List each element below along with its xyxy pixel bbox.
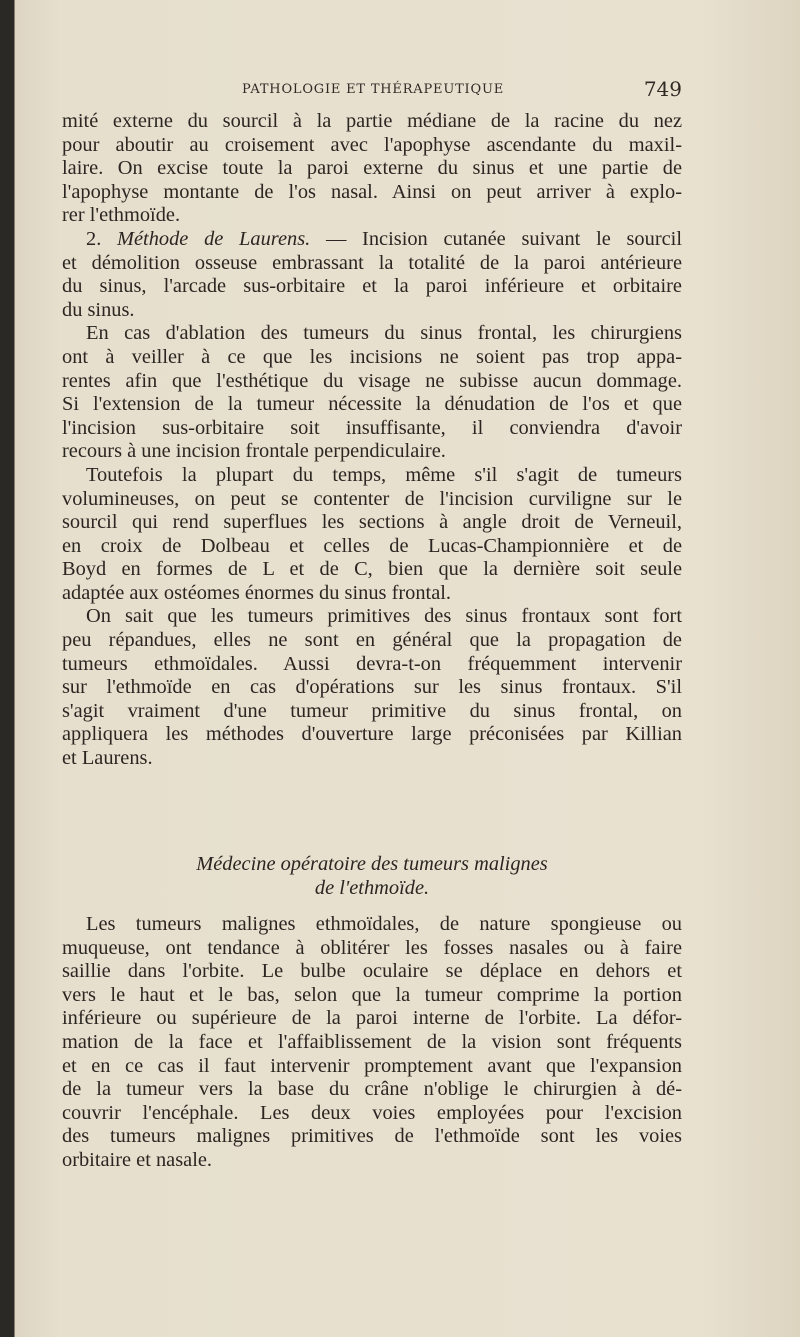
text-line: de la tumeur vers la base du crâne n'oblige le chirurgien à dé-: [62, 1078, 682, 1101]
running-head-title: PATHOLOGIE ET THÉRAPEUTIQUE: [242, 82, 504, 97]
paragraph-primitives: [62, 605, 682, 770]
text-line: du sinus.: [62, 298, 135, 321]
text-line: muqueuse, ont tendance à oblitérer les fosses nasales ou à faire: [62, 936, 682, 959]
text-line: recours à une incision frontale perpendiculaire.: [62, 440, 446, 463]
text-line: sur l'ethmoïde en cas d'opérations sur les sinus frontaux. S'il: [62, 676, 682, 699]
page-number: 749: [643, 77, 682, 101]
text-line: peu répandues, elles ne sont en général que la propagation de: [62, 629, 682, 652]
section-heading: [62, 853, 682, 900]
text-line: en croix de Dolbeau et celles de Lucas-Championnière et de: [62, 534, 682, 557]
text-line: l'apophyse montante de l'os nasal. Ainsi on peut arriver à explo-: [62, 180, 682, 203]
text-line: laire. On excise toute la paroi externe du sinus et une partie de: [62, 157, 682, 180]
text-line: rentes afin que l'esthétique du visage ne subisse aucun dommage.: [62, 369, 682, 392]
paragraph-laurens: [62, 228, 682, 322]
text-line: et Laurens.: [62, 747, 153, 770]
paragraph-incision-start: [62, 110, 682, 228]
text-line: mation de la face et l'affaiblissement de la vision sont fréquents: [62, 1030, 682, 1053]
text-line: En cas d'ablation des tumeurs du sinus frontal, les chirurgiens: [86, 322, 682, 345]
paragraph-ablation: [62, 322, 682, 464]
text-line: Toutefois la plupart du temps, même s'il s'agit de tumeurs: [86, 463, 682, 486]
text-line: couvrir l'encéphale. Les deux voies employées pour l'excision: [62, 1101, 682, 1124]
text-line: adaptée aux ostéomes énormes du sinus frontal.: [62, 581, 452, 604]
text-line: sourcil qui rend superflues les sections à angle droit de Verneuil,: [62, 511, 682, 534]
text-line: inférieure ou supérieure de la paroi interne de l'orbite. La défor-: [62, 1007, 682, 1030]
text-line: et démolition osseuse embrassant la totalité de la paroi antérieure: [62, 251, 682, 274]
body-text: [62, 110, 682, 771]
list-number: 2.: [86, 227, 102, 250]
text-line: orbitaire et nasale.: [62, 1148, 213, 1171]
running-head: [64, 77, 682, 104]
text-line: volumineuses, on peut se contenter de l'incision curviligne sur le: [62, 487, 682, 510]
text-line: mité externe du sourcil à la partie médiane de la racine du nez: [62, 110, 682, 132]
text-line: appliquera les méthodes d'ouverture large préconisées par Killian: [62, 723, 682, 746]
section-heading-line: Médecine opératoire des tumeurs malignes: [196, 853, 548, 875]
text-line: du sinus, l'arcade sus-orbitaire et la paroi inférieure et orbitaire: [62, 275, 682, 298]
text-line: l'incision sus-orbitaire soit insuffisante, il conviendra d'avoir: [62, 416, 682, 439]
text-line: ont à veiller à ce que les incisions ne soient pas trop appa-: [62, 345, 682, 368]
body-text-ethmoide: [62, 913, 682, 1173]
text-line: [62, 228, 682, 252]
text-line: Les tumeurs malignes ethmoïdales, de nature spongieuse ou: [86, 913, 682, 935]
text-line: des tumeurs malignes primitives de l'ethmoïde sont les voies: [62, 1125, 682, 1148]
method-name: Méthode de Laurens.: [117, 227, 311, 250]
text-line: saillie dans l'orbite. Le bulbe oculaire se déplace en dehors et: [62, 960, 682, 983]
paragraph-toutefois: [62, 464, 682, 606]
paragraph-tumeurs-malignes: [62, 913, 682, 1173]
section-heading-line: de l'ethmoïde.: [314, 876, 430, 899]
text-line: Boyd en formes de L et de C, bien que la dernière soit seule: [62, 558, 682, 581]
text-line: tumeurs ethmoïdales. Aussi devra-t-on fréquemment intervenir: [62, 652, 682, 675]
text-line: Si l'extension de la tumeur nécessite la dénudation de l'os et que: [62, 393, 682, 416]
text-line: rer l'ethmoïde.: [62, 204, 181, 227]
text-line: pour aboutir au croisement avec l'apophyse ascendante du maxil-: [62, 133, 682, 156]
text-line: et en ce cas il faut intervenir promptement avant que l'expansion: [62, 1054, 682, 1077]
text-line: On sait que les tumeurs primitives des sinus frontaux sont fort: [86, 605, 682, 628]
text-line: s'agit vraiment d'une tumeur primitive du sinus frontal, on: [62, 699, 682, 722]
text-line: vers le haut et le bas, selon que la tumeur comprime la portion: [62, 983, 682, 1006]
method-description: — Incision cutanée suivant le sourcil: [310, 227, 682, 250]
